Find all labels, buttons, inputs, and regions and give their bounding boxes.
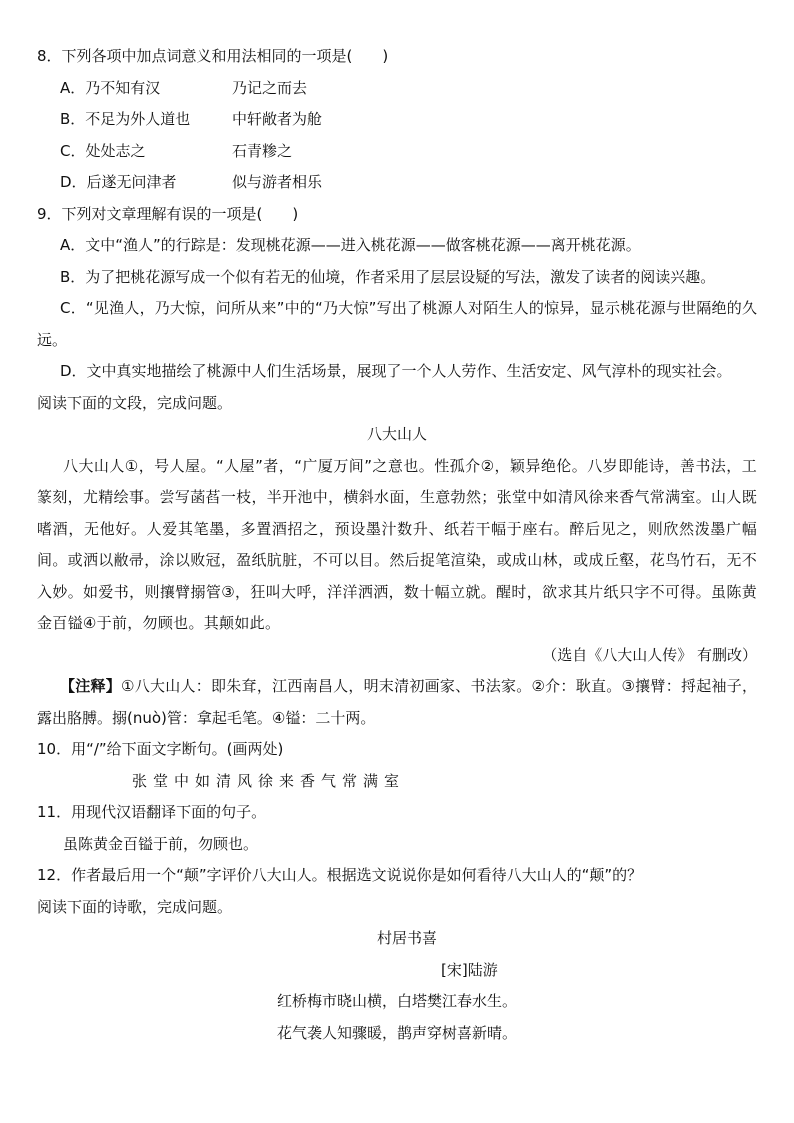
poem-line-2: 花气袭人知骤暖，鹊声穿树喜新晴。 [277, 1023, 518, 1042]
q10-text: 张堂中如清风徐来香气常满室 [132, 771, 406, 790]
document-page [37, 41, 757, 1049]
q8-option-b-right: 中轩敞者为舱 [232, 110, 323, 128]
passage-source: （选自《八大山人传》 有删改） [542, 645, 757, 664]
poem-intro: 阅读下面的诗歌，完成问题。 [37, 897, 233, 916]
q8-option-d [37, 167, 757, 199]
notes-text: ①八大山人：即朱耷，江西南昌人，明末清初画家、书法家。②介：耿直。③攘臂：捋起袖子，露出胳膊。搦(nuò)管：拿起毛笔。④镒：二十两。 [37, 677, 757, 727]
poem-title: 村居书喜 [376, 929, 437, 947]
q8-option-a-right: 乃记之而去 [232, 78, 308, 97]
notes-label: 【注释】 [60, 677, 122, 695]
poem-line-1: 红桥梅市晓山横，白塔樊江春水生。 [277, 992, 518, 1010]
passage-body: 八大山人①，号人屋。“人屋”者，“广厦万间”之意也。性孤介②，颖异绝伦。八岁即能诗，善书法，工篆刻，尤精绘事。尝写菡萏一枝，半开池中，横斜水面，生意勃然；张堂中如清风徐来香气常满室。山人既嗜酒，无他好。人爱其笔墨，多置酒招之，预设墨汁数升、纸若干幅于座右。醉后见之，则欣然泼墨广幅间。或洒以敝帚，涂以败冠，盈纸肮脏，不可以目。然后捉笔渲染，或成山林，或成丘壑，花鸟竹石，无不入妙。如爱书，则攘臂搦管③，狂叫大呼，洋洋洒洒，数十幅立就。醒时，欲求其片纸只字不可得。虽陈黄金百镒④于前，勿顾也。其颠如此。 [37, 456, 757, 632]
q8-option-c [37, 136, 757, 168]
q8-option-c-right: 石青糁之 [232, 141, 293, 160]
q12-stem: 12．作者最后用一个“颠”字评价八大山人。根据选文说说你是如何看待八大山人的“颠”的？ [37, 866, 643, 884]
q9-option-d: D．文中真实地描绘了桃源中人们生活场景，展现了一个人人劳作、生活安定、风气淳朴的现实社会。 [60, 362, 732, 380]
q11-stem: 11．用现代汉语翻译下面的句子。 [37, 803, 267, 821]
q9-option-c: C．“见渔人，乃大惊，问所从来”中的“乃大惊”写出了桃源人对陌生人的惊异，显示桃花源与世隔绝的久远。 [37, 299, 757, 349]
q10-stem: 10．用“/”给下面文字断句。(画两处) [37, 740, 284, 758]
q8-option-a [37, 73, 757, 105]
q9-stem: 9．下列对文章理解有误的一项是( ) [37, 204, 299, 223]
passage-title: 八大山人 [366, 425, 427, 443]
q8-option-c-left: C．处处志之 [60, 141, 146, 160]
q8-stem: 8．下列各项中加点词意义和用法相同的一项是( ) [37, 47, 389, 65]
q8-option-d-right: 似与游者相乐 [232, 173, 323, 191]
poem-author: [宋]陆游 [441, 960, 498, 979]
passage-notes [37, 671, 757, 734]
q9-option-b: B．为了把桃花源写成一个似有若无的仙境，作者采用了层层设疑的写法，激发了读者的阅读兴趣。 [60, 267, 716, 286]
q8-option-a-left: A．乃不知有汉 [60, 78, 161, 97]
passage-intro: 阅读下面的文段，完成问题。 [37, 393, 233, 412]
q8-option-b [37, 104, 757, 136]
q8-option-d-left: D．后遂无问津者 [60, 173, 177, 191]
q9-option-a: A．文中“渔人”的行踪是：发现桃花源——进入桃花源——做客桃花源——离开桃花源。 [60, 236, 641, 254]
q11-text: 虽陈黄金百镒于前，勿顾也。 [63, 834, 259, 853]
q8-option-b-left: B．不足为外人道也 [60, 110, 191, 128]
